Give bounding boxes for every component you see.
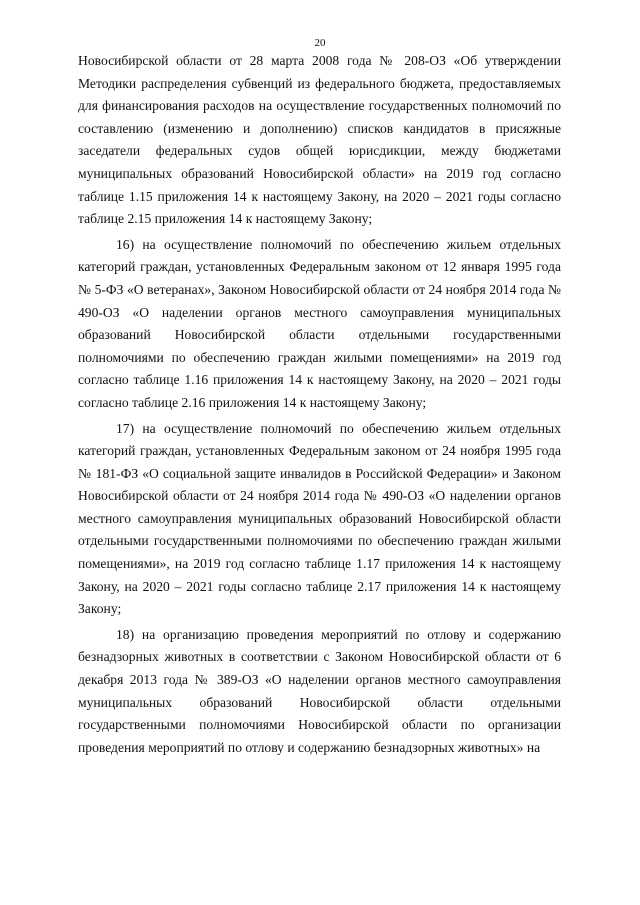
paragraph-continuation: Новосибирской области от 28 марта 2008 года № 208-ОЗ «Об утверждении Методики распределения субвенций из федерального бюджета, предоставляемых для финансирования расходов на осуществление государственных полномочий по составлению (изменению и дополнению) списков кандидатов в присяжные заседатели федеральных судов общей юрисдикции, между бюджетами муниципальных образований Новосибирской области» на 2019 год согласно таблице 1.15 приложения 14 к настоящему Закону, на 2020 – 2021 годы согласно таблице 2.15 приложения 14 к настоящему Закону;: [78, 53, 561, 227]
document-body: [78, 50, 561, 759]
paragraph-item-18: 18) на организацию проведения мероприятий по отлову и содержанию безнадзорных животных в соответствии с Законом Новосибирской области от 6 декабря 2013 года № 389-ОЗ «О наделении органов местного самоуправления муниципальных образований Новосибирской области отдельными государственными полномочиями Новосибирской области по организации проведения мероприятий по отлову и содержанию безнадзорных животных» на: [78, 626, 561, 755]
paragraph-item-17: 17) на осуществление полномочий по обеспечению жильем отдельных категорий граждан, установленных Федеральным законом от 24 ноября 1995 года № 181-ФЗ «О социальной защите инвалидов в Российской Федерации» и Законом Новосибирской области от 24 ноября 2014 года № 490-ОЗ «О наделении органов местного самоуправления муниципальных образований Новосибирской области отдельными государственными полномочиями по обеспечению граждан жилыми помещениями», на 2019 год согласно таблице 1.17 приложения 14 к настоящему Закону, на 2020 – 2021 годы согласно таблице 2.17 приложения 14 к настоящему Закону;: [78, 420, 561, 617]
paragraph-item-16: 16) на осуществление полномочий по обеспечению жильем отдельных категорий граждан, установленных Федеральным законом от 12 января 1995 года № 5-ФЗ «О ветеранах», Законом Новосибирской области от 24 ноября 2014 года № 490-ОЗ «О наделении органов местного самоуправления муниципальных образований Новосибирской области отдельными государственными полномочиями по обеспечению граждан жилыми помещениями» на 2019 год согласно таблице 1.16 приложения 14 к настоящему Закону, на 2020 – 2021 годы согласно таблице 2.16 приложения 14 к настоящему Закону;: [78, 236, 561, 410]
page-number: 20: [314, 37, 326, 49]
